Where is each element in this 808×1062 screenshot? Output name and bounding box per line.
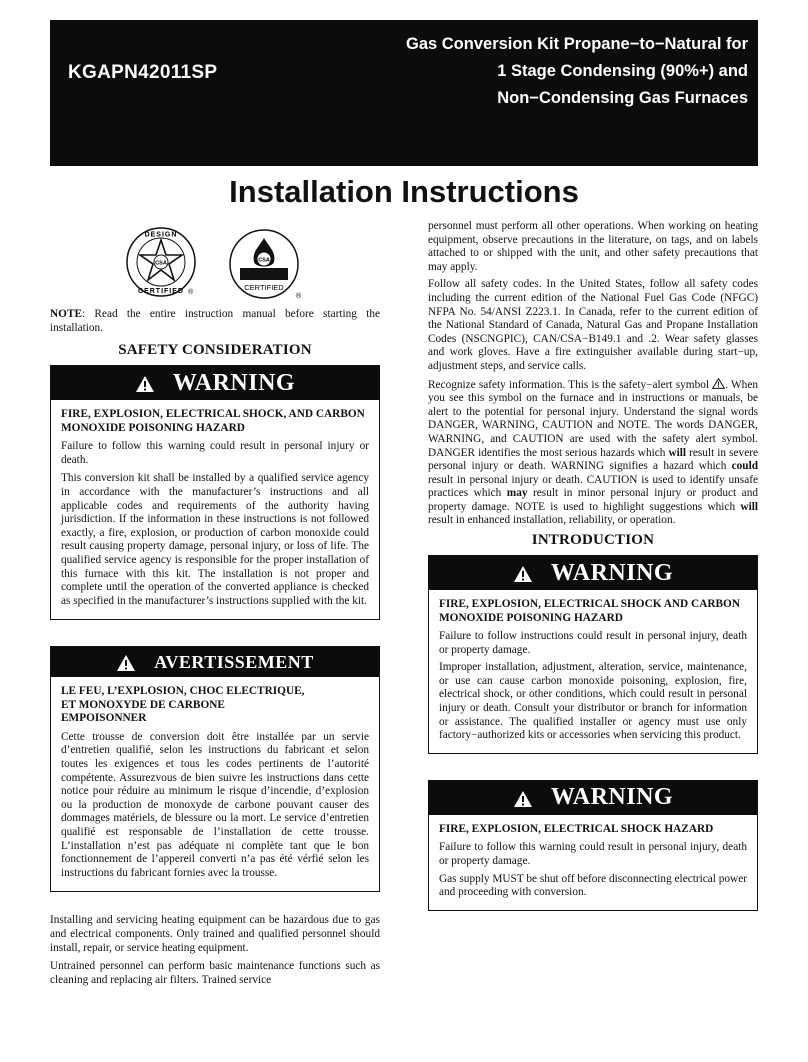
safety-heading: SAFETY CONSIDERATION (118, 342, 312, 359)
design-logo-top: DESIGN (144, 231, 178, 239)
recognize-text-e: result in minor personal injury or product and property damage. NOTE is used to highlight suggestions which (428, 487, 758, 513)
design-logo-center: CSA (155, 260, 167, 267)
warning-triangle-icon (135, 375, 155, 393)
model-code: KGAPN42011SP (68, 62, 218, 83)
installing-paragraph: Installing and servicing heating equipment can be hazardous due to gas and electrical components. Only trained and qualified personnel should install, repair, or service heating equipment. (50, 914, 380, 954)
warning-triangle-icon (513, 565, 533, 583)
recognize-text-f: result in enhanced installation, reliability, or operation. (428, 514, 676, 527)
warning-hazard: FIRE, EXPLOSION, ELECTRICAL SHOCK, AND CARBON MONOXIDE POISONING HAZARD (61, 408, 365, 434)
warning-header (429, 781, 757, 815)
design-certified-logo (125, 226, 197, 298)
warning-label: WARNING (172, 369, 296, 396)
avertissement-body (51, 677, 379, 891)
warning-body (51, 400, 379, 619)
document-title: Installation Instructions (229, 174, 579, 209)
kit-title-line-3: Non−Condensing Gas Furnaces (497, 89, 748, 107)
avertissement-header (51, 647, 379, 677)
warning-text-1: Failure to follow this warning could result in personal injury, death or property damage. (439, 841, 747, 867)
emphasis-may: may (506, 487, 528, 500)
kit-title (406, 31, 748, 112)
note-paragraph (50, 308, 380, 335)
warning-triangle-icon (116, 654, 136, 672)
warning-text-1: Failure to follow instructions could result in personal injury, death or property damage. (439, 630, 747, 656)
recognize-paragraph (428, 378, 758, 529)
recognize-text-d: result in personal injury or death. CAUTION is used to identify unsafe practices which (428, 473, 758, 500)
safety-alert-icon (712, 378, 725, 389)
emphasis-will: will (668, 446, 687, 459)
warning-header (51, 366, 379, 400)
avertissement-text: Cette trousse de conversion doit être installée par un servie d’entretien qualifié, selon les instructions du fabricant et selon toutes les exigences et tous les codes pertinents de l’autorité compétente. Assurezvous de bien suivre les instructions dans cette notice pour réduire au minimum le risque d’incendie, d’explosion ou la production de monoxyde de carbone pouvant causer des dommages matériels, de blessure ou la mort. Le service d’entretien qualifié est responsable de l’installation de cette trousse. L’installation n’est pas adéquate ni complète tant que le bon fonctionnement de l’appereil converti n’a pas été vérfié selon les instructions du fabricant fornies avec la trousse. (61, 730, 369, 879)
continued-paragraph: personnel must perform all other operations. When working on heating equipment, observe precautions in the literature, on tags, and on labels attached to or shipped with the unit, and other safety precautions that may apply. (428, 220, 758, 273)
header-band (50, 20, 758, 166)
avertissement-hazard-line-2: ET MONOXYDE DE CARBONE (61, 698, 225, 711)
warning-text-2: Improper installation, adjustment, alteration, service, maintenance, or use can cause carbon monoxide poisoning, explosion, fire, electrical shock, or other conditions, which could result in personal injury or death. Consult your distributor or branch for information or assistance. The qualified installer or agency must use only factory−authorized kits or accessories when servicing this product. (439, 661, 747, 742)
avertissement-label: AVERTISSEMENT (154, 651, 314, 672)
recognize-text-a: Recognize safety information. This is the safety−alert symbol (428, 378, 710, 391)
kit-title-line-2: 1 Stage Condensing (90%+) and (497, 62, 748, 80)
avertissement-hazard-line-1: LE FEU, L’EXPLOSION, CHOC ELECTRIQUE, (61, 685, 305, 698)
cert-logo-registered: ® (296, 293, 302, 300)
recognize-text-c: result in severe personal injury or death. WARNING signifies a hazard which (428, 446, 758, 473)
emphasis-could: could (731, 460, 758, 473)
avertissement-box (50, 646, 380, 892)
csa-certified-logo (228, 228, 308, 300)
cert-logo-center: CSA (258, 257, 270, 264)
warning-label: WARNING (550, 784, 674, 811)
untrained-paragraph: Untrained personnel can perform basic maintenance functions such as cleaning and replacing air filters. Trained service (50, 960, 380, 986)
note-label: NOTE (50, 308, 83, 320)
warning-body (429, 590, 757, 753)
avertissement-hazard (61, 685, 369, 726)
note-text: : Read the entire instruction manual before starting the installation. (50, 308, 380, 334)
warning-box-gas-supply (428, 780, 758, 911)
warning-hazard: FIRE, EXPLOSION, ELECTRICAL SHOCK HAZARD (439, 822, 714, 835)
recognize-text-b: . When you see this symbol on the furnace and in instructions or manuals, be alert to the potential for personal injury. Understand the signal words DANGER, WARNING, CAUTION and NOTE. The words DANGER, WARNING, and CAUTION are used with the safety alert symbol. DANGER identifies the most serious hazards which (428, 378, 758, 459)
warning-box-introduction (428, 555, 758, 754)
warning-body (429, 815, 757, 910)
warning-box-safety (50, 365, 380, 620)
design-logo-registered: ® (188, 289, 194, 296)
kit-title-line-1: Gas Conversion Kit Propane−to−Natural for (406, 35, 748, 53)
emphasis-will-2: will (740, 500, 758, 513)
warning-label: WARNING (550, 559, 674, 586)
avertissement-hazard-line-3: EMPOISONNER (61, 712, 147, 725)
introduction-heading: INTRODUCTION (531, 532, 655, 549)
right-column (428, 220, 758, 911)
warning-triangle-icon (513, 790, 533, 808)
warning-hazard: FIRE, EXPLOSION, ELECTRICAL SHOCK AND CARBON MONOXIDE POISONING HAZARD (439, 598, 740, 624)
warning-header (429, 556, 757, 590)
cert-logo-label: CERTIFIED (244, 283, 284, 292)
design-logo-bottom: CERTIFIED (138, 288, 184, 295)
warning-text-2: Gas supply MUST be shut off before disconnecting electrical power and proceeding with conversion. (439, 872, 747, 899)
codes-paragraph: Follow all safety codes. In the United States, follow all safety codes including the current edition of the National Fuel Gas Code (NFGC) NFPA No. 54/ANSI Z223.1. In Canada, refer to the current edition of the National Standard of Canada, Natural Gas and Propane Installation Codes (NSCNGPIC), CAN/CSA−B149.1 and .2. Wear safety glasses and work gloves. Have a fire extinguisher available during start−up, adjustment steps, and service calls. (428, 278, 758, 372)
left-column (50, 226, 380, 987)
warning-text-2: This conversion kit shall be installed by a qualified service agency in accordance with the manufacturer’s instructions and all applicable codes and requirements of the authority having jurisdiction. If the information in these instructions is not followed exactly, a fire, explosion, or production of carbon monoxide could result causing property damage, personal injury, or loss of life. The qualified service agency is responsible for the proper installation of this furnace with this kit. The installation is not proper and complete until the operation of the converted appliance is checked as specified in the manufacturer’s instructions supplied with the kit. (61, 472, 369, 607)
warning-text-1: Failure to follow this warning could result in personal injury or death. (61, 440, 369, 466)
certification-logos (50, 226, 380, 306)
